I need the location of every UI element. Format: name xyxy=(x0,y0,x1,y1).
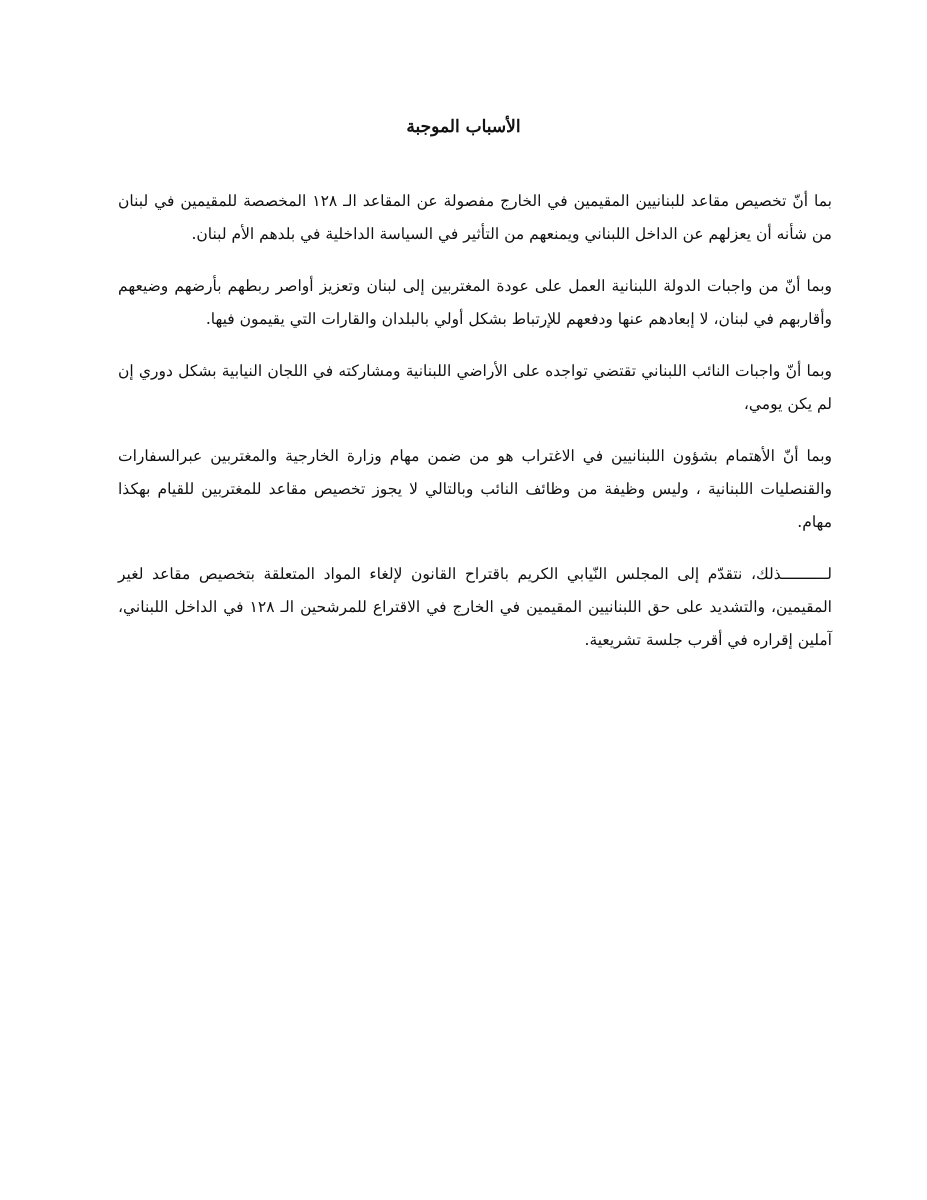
document-title: الأسباب الموجبة xyxy=(406,117,521,137)
paragraph-deputy-duties: وبما أنّ واجبات النائب اللبناني تقتضي تواجده على الأراضي اللبنانية ومشاركته في اللجان النيابية بشكل دوري إن لم يكن يومي، xyxy=(118,362,832,413)
document-body xyxy=(118,185,832,676)
paragraph-state-duties: وبما أنّ من واجبات الدولة اللبنانية العمل على عودة المغتربين إلى لبنان وتعزيز أواصر ربطهم بأرضهم وضيعهم وأقاربهم في لبنان، لا إبعادهم عنها ودفعهم للإرتباط بشكل أولي بالبلدان والقارات التي يقيمون فيها. xyxy=(118,277,832,328)
paragraph-seats-separation: بما أنّ تخصيص مقاعد للبنانيين المقيمين في الخارج مفصولة عن المقاعد الـ ١٢٨ المخصصة للمقيمين في لبنان من شأنه أن يعزلهم عن الداخل اللبناني ويمنعهم من التأثير في السياسة الداخلية في بلدهم الأم لبنان. xyxy=(118,192,832,243)
paragraph-foreign-ministry: وبما أنّ الأهتمام بشؤون اللبنانيين في الاغتراب هو من ضمن مهام وزارة الخارجية والمغتربين عبرالسفارات والقنصليات اللبنانية ، وليس وظيفة من وظائف النائب وبالتالي لا يجوز تخصيص مقاعد للمغتربين للقيام بهكذا مهام. xyxy=(118,447,832,531)
paragraph-conclusion: لــــــــــذلك، نتقدّم إلى المجلس النّيابي الكريم باقتراح القانون لإلغاء المواد المتعلقة بتخصيص مقاعد لغير المقيمين، والتشديد على حق اللبنانيين المقيمين في الخارج في الاقتراع للمرشحين الـ ١٢٨ في الداخل اللبناني، آملين إقراره في أقرب جلسة تشريعية. xyxy=(118,565,832,649)
